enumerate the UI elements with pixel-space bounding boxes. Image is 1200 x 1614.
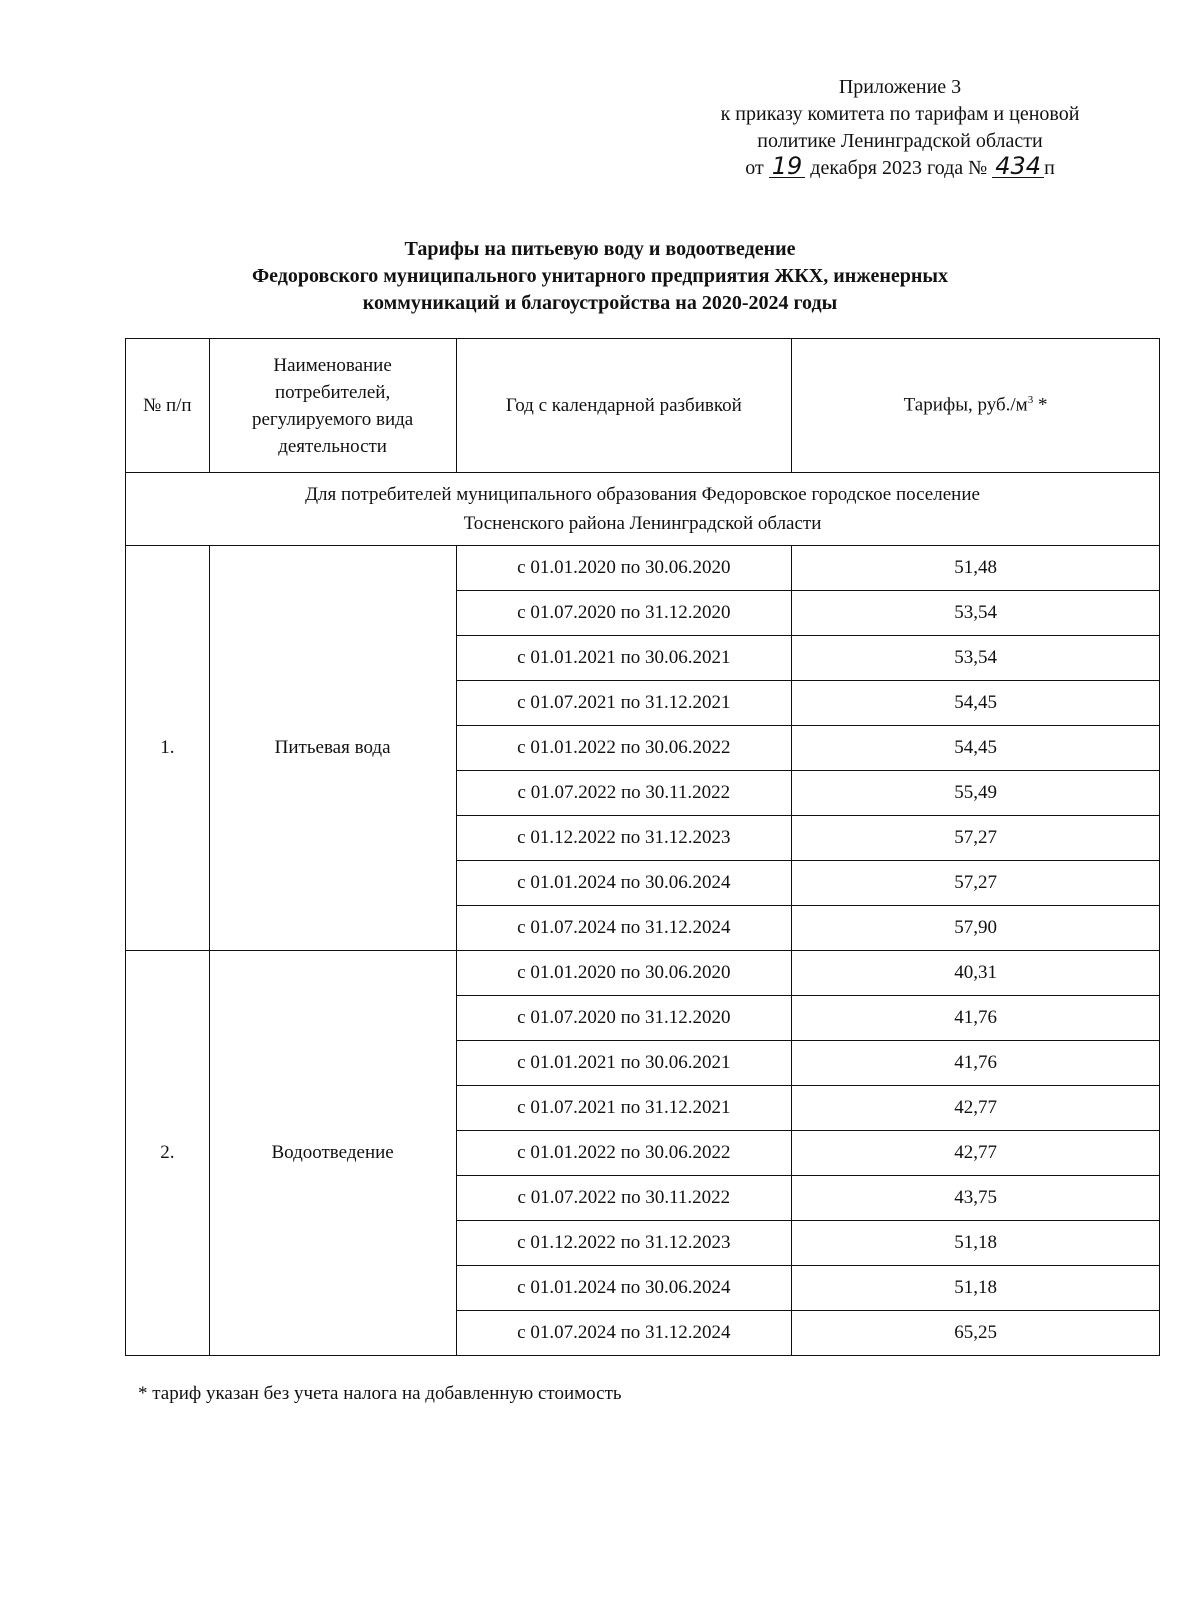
appendix-order-ref: к приказу комитета по тарифам и ценовой: [720, 103, 1080, 125]
period-cell: с 01.12.2022 по 31.12.2023: [456, 1221, 792, 1266]
period-cell: с 01.01.2022 по 30.06.2022: [456, 726, 792, 771]
tariff-cell: 51,18: [792, 1221, 1160, 1266]
period-cell: с 01.07.2021 по 31.12.2021: [456, 681, 792, 726]
period-cell: с 01.07.2021 по 31.12.2021: [456, 1086, 792, 1131]
tariff-cell: 53,54: [792, 636, 1160, 681]
date-middle: декабря 2023 года №: [810, 157, 988, 179]
tariff-cell: 51,18: [792, 1266, 1160, 1311]
region-row: [126, 473, 1160, 546]
header-year: Год с календарной разбивкой: [456, 339, 792, 473]
handwritten-day: 19: [769, 155, 806, 178]
tariff-cell: 53,54: [792, 591, 1160, 636]
table-row: [126, 546, 1160, 591]
tariff-cell: 54,45: [792, 681, 1160, 726]
appendix-label: Приложение 3: [838, 76, 962, 98]
appendix-date-line: [660, 152, 1140, 182]
period-cell: с 01.01.2022 по 30.06.2022: [456, 1131, 792, 1176]
period-cell: с 01.01.2021 по 30.06.2021: [456, 1041, 792, 1086]
footnote: * тариф указан без учета налога на добавленную стоимость: [138, 1383, 622, 1404]
group-name: Водоотведение: [209, 951, 456, 1356]
period-cell: с 01.12.2022 по 31.12.2023: [456, 816, 792, 861]
title-line-1: Тарифы на питьевую воду и водоотведение: [404, 238, 796, 260]
period-cell: с 01.07.2022 по 30.11.2022: [456, 1176, 792, 1221]
period-cell: с 01.07.2020 по 31.12.2020: [456, 996, 792, 1041]
period-cell: с 01.07.2024 по 31.12.2024: [456, 906, 792, 951]
period-cell: с 01.01.2020 по 30.06.2020: [456, 951, 792, 996]
date-prefix: от: [745, 157, 764, 179]
header-tariff-sup: 3: [1027, 394, 1034, 407]
tariff-cell: 57,27: [792, 861, 1160, 906]
title-line-2: Федоровского муниципального унитарного предприятия ЖКХ, инженерных: [251, 265, 949, 287]
tariff-cell: 57,27: [792, 816, 1160, 861]
period-cell: с 01.01.2020 по 30.06.2020: [456, 546, 792, 591]
appendix-header: [660, 74, 1140, 182]
period-cell: с 01.01.2024 по 30.06.2024: [456, 1266, 792, 1311]
appendix-committee: политике Ленинградской области: [757, 130, 1043, 152]
table-row: [126, 951, 1160, 996]
group-number: 1.: [126, 546, 210, 951]
table-body: [126, 473, 1160, 1356]
header-tariff-asterisk: *: [1033, 394, 1048, 416]
header-tariff-label: Тарифы, руб./м: [903, 394, 1028, 416]
tariff-cell: 65,25: [792, 1311, 1160, 1356]
period-cell: с 01.07.2020 по 31.12.2020: [456, 591, 792, 636]
region-cell: [126, 473, 1160, 546]
tariff-cell: 54,45: [792, 726, 1160, 771]
tariff-cell: 40,31: [792, 951, 1160, 996]
group-number: 2.: [126, 951, 210, 1356]
period-cell: с 01.07.2022 по 30.11.2022: [456, 771, 792, 816]
header-num: № п/п: [126, 339, 210, 473]
handwritten-number: 434: [992, 155, 1044, 178]
tariff-cell: 57,90: [792, 906, 1160, 951]
tariff-cell: 41,76: [792, 996, 1160, 1041]
tariff-cell: 43,75: [792, 1176, 1160, 1221]
tariff-table: [125, 338, 1160, 1356]
number-suffix: п: [1044, 157, 1055, 179]
group-name: Питьевая вода: [209, 546, 456, 951]
period-cell: с 01.01.2024 по 30.06.2024: [456, 861, 792, 906]
tariff-cell: 42,77: [792, 1131, 1160, 1176]
period-cell: с 01.07.2024 по 31.12.2024: [456, 1311, 792, 1356]
period-cell: с 01.01.2021 по 30.06.2021: [456, 636, 792, 681]
region-line-2: Тосненского района Ленинградской области: [463, 513, 822, 534]
title-line-3: коммуникаций и благоустройства на 2020-2024 годы: [362, 292, 838, 314]
header-tariff: [792, 339, 1160, 473]
tariff-cell: 55,49: [792, 771, 1160, 816]
tariff-cell: 51,48: [792, 546, 1160, 591]
header-name: Наименование потребителей, регулируемого вида деятельности: [209, 339, 456, 473]
table-header-row: [126, 339, 1160, 473]
tariff-cell: 41,76: [792, 1041, 1160, 1086]
region-line-1: Для потребителей муниципального образования Федоровское городское поселение: [305, 484, 980, 505]
document-title: [120, 236, 1080, 317]
tariff-cell: 42,77: [792, 1086, 1160, 1131]
